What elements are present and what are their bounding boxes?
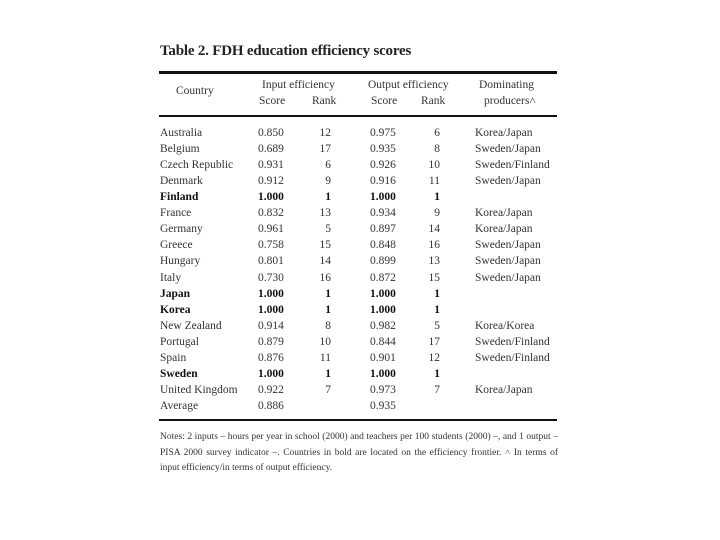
header-producers: producers˄ (484, 95, 536, 107)
output-score-cell: 0.844 (370, 335, 396, 348)
input-rank-cell: 1 (325, 287, 331, 300)
dominating-producers-cell: Sweden/Japan (475, 255, 541, 268)
output-rank-cell: 12 (428, 351, 440, 364)
dominating-producers-cell: Sweden/Finland (475, 159, 550, 172)
output-score-cell: 0.982 (370, 319, 396, 332)
output-score-cell: 0.872 (370, 271, 396, 284)
country-cell: Italy (160, 271, 182, 284)
input-rank-cell: 17 (319, 143, 331, 156)
input-rank-cell: 13 (319, 207, 331, 220)
output-rank-cell: 1 (434, 303, 440, 316)
output-score-cell: 1.000 (370, 191, 396, 204)
country-cell: Australia (160, 127, 203, 139)
country-cell: Spain (160, 351, 187, 364)
country-cell: Germany (160, 223, 203, 236)
country-cell: Hungary (160, 255, 201, 268)
country-cell: United Kingdom (160, 383, 238, 396)
output-rank-cell: 17 (428, 335, 440, 348)
table-row (0, 223, 720, 239)
output-score-cell: 0.899 (370, 255, 396, 268)
table-row (0, 288, 720, 304)
output-score-cell: 0.897 (370, 223, 396, 236)
dominating-producers-cell: Sweden/Finland (475, 335, 550, 348)
dominating-producers-cell: Sweden/Japan (475, 239, 541, 252)
input-score-cell: 0.689 (258, 143, 284, 156)
table-row (0, 400, 720, 416)
header-country: Country (176, 85, 214, 97)
output-score-cell: 0.848 (370, 239, 396, 252)
table-title: Table 2. FDH education efficiency scores (160, 43, 412, 59)
table-row (0, 175, 720, 191)
input-rank-cell: 16 (319, 271, 331, 284)
table-row (0, 352, 720, 368)
table-row (0, 336, 720, 352)
input-rank-cell: 1 (325, 191, 331, 204)
input-score-cell: 0.922 (258, 383, 284, 396)
input-score-cell: 1.000 (258, 303, 284, 316)
table-row (0, 127, 720, 143)
country-cell: Greece (160, 239, 193, 252)
dominating-producers-cell: Sweden/Japan (475, 175, 541, 188)
country-cell: Portugal (160, 335, 199, 348)
output-rank-cell: 9 (434, 207, 440, 220)
dominating-producers-cell: Korea/Japan (475, 383, 533, 396)
table-row (0, 191, 720, 207)
input-rank-cell: 6 (325, 159, 331, 172)
input-score-cell: 0.801 (258, 255, 284, 268)
input-rank-cell: 1 (325, 367, 331, 380)
input-score-cell: 1.000 (258, 367, 284, 380)
table-row (0, 272, 720, 288)
bottom-rule (159, 419, 557, 421)
country-cell: Average (160, 400, 199, 413)
input-score-cell: 0.879 (258, 335, 284, 348)
country-cell: Sweden (160, 367, 198, 380)
output-score-cell: 0.926 (370, 159, 396, 172)
output-score-cell: 0.935 (370, 400, 396, 413)
output-rank-cell: 13 (428, 255, 440, 268)
input-rank-cell: 5 (325, 223, 331, 236)
output-score-cell: 0.934 (370, 207, 396, 220)
header-output-score: Score (371, 95, 398, 107)
table-row (0, 239, 720, 255)
input-score-cell: 1.000 (258, 287, 284, 300)
output-score-cell: 0.935 (370, 143, 396, 156)
output-rank-cell: 1 (434, 191, 440, 204)
output-score-cell: 0.916 (370, 175, 396, 188)
output-score-cell: 1.000 (370, 303, 396, 316)
output-score-cell: 0.975 (370, 127, 396, 139)
output-rank-cell: 14 (428, 223, 440, 236)
country-cell: Korea (160, 303, 191, 316)
output-rank-cell: 16 (428, 239, 440, 252)
input-rank-cell: 12 (319, 127, 331, 139)
input-score-cell: 0.730 (258, 271, 284, 284)
output-score-cell: 0.973 (370, 383, 396, 396)
country-cell: Japan (160, 287, 191, 300)
header-rule (159, 115, 557, 117)
dominating-producers-cell: Sweden/Japan (475, 271, 541, 284)
country-cell: Finland (160, 191, 199, 204)
output-rank-cell: 6 (434, 127, 440, 139)
output-rank-cell: 10 (428, 159, 440, 172)
input-rank-cell: 1 (325, 303, 331, 316)
output-score-cell: 1.000 (370, 287, 396, 300)
header-input-score: Score (259, 95, 286, 107)
header-input-efficiency: Input efficiency (262, 79, 335, 91)
output-rank-cell: 15 (428, 271, 440, 284)
input-rank-cell: 8 (325, 319, 331, 332)
table-row (0, 384, 720, 400)
input-rank-cell: 7 (325, 383, 331, 396)
input-score-cell: 0.931 (258, 159, 284, 172)
output-score-cell: 0.901 (370, 351, 396, 364)
table-row (0, 207, 720, 223)
input-score-cell: 0.914 (258, 319, 284, 332)
output-score-cell: 1.000 (370, 367, 396, 380)
table-row (0, 255, 720, 271)
output-rank-cell: 5 (434, 319, 440, 332)
input-score-cell: 0.850 (258, 127, 284, 139)
header-input-rank: Rank (312, 95, 337, 107)
table-row (0, 159, 720, 175)
dominating-producers-cell: Sweden/Japan (475, 143, 541, 156)
table-row (0, 368, 720, 384)
header-dominating: Dominating (479, 79, 534, 91)
dominating-producers-cell: Sweden/Finland (475, 351, 550, 364)
input-rank-cell: 15 (319, 239, 331, 252)
input-score-cell: 1.000 (258, 191, 284, 204)
input-score-cell: 0.912 (258, 175, 284, 188)
country-cell: New Zealand (160, 319, 222, 332)
input-score-cell: 0.886 (258, 400, 284, 413)
input-rank-cell: 14 (319, 255, 331, 268)
output-rank-cell: 7 (434, 383, 440, 396)
country-cell: France (160, 207, 192, 220)
input-rank-cell: 11 (319, 351, 331, 364)
country-cell: Belgium (160, 143, 200, 156)
input-rank-cell: 9 (325, 175, 331, 188)
output-rank-cell: 1 (434, 287, 440, 300)
table-notes: Notes: 2 inputs – hours per year in school (2000) and teachers per 100 students (2000) –, and 1 output – PISA 2000 survey indicator –. Countries in bold are located on the efficiency frontier. ˄ In terms of input efficiency/in terms of output efficiency. (160, 432, 558, 473)
header-output-efficiency: Output efficiency (368, 79, 449, 91)
table-row (0, 304, 720, 320)
input-score-cell: 0.876 (258, 351, 284, 364)
output-rank-cell: 8 (434, 143, 440, 156)
dominating-producers-cell: Korea/Japan (475, 127, 533, 139)
input-score-cell: 0.832 (258, 207, 284, 220)
output-rank-cell: 1 (434, 367, 440, 380)
table-row (0, 320, 720, 336)
input-rank-cell: 10 (319, 335, 331, 348)
country-cell: Denmark (160, 175, 203, 188)
top-rule (159, 71, 557, 74)
output-rank-cell: 11 (428, 175, 440, 188)
input-score-cell: 0.961 (258, 223, 284, 236)
dominating-producers-cell: Korea/Korea (475, 319, 535, 332)
input-score-cell: 0.758 (258, 239, 284, 252)
dominating-producers-cell: Korea/Japan (475, 223, 533, 236)
table-row (0, 143, 720, 159)
country-cell: Czech Republic (160, 159, 234, 172)
header-output-rank: Rank (421, 95, 446, 107)
dominating-producers-cell: Korea/Japan (475, 207, 533, 220)
